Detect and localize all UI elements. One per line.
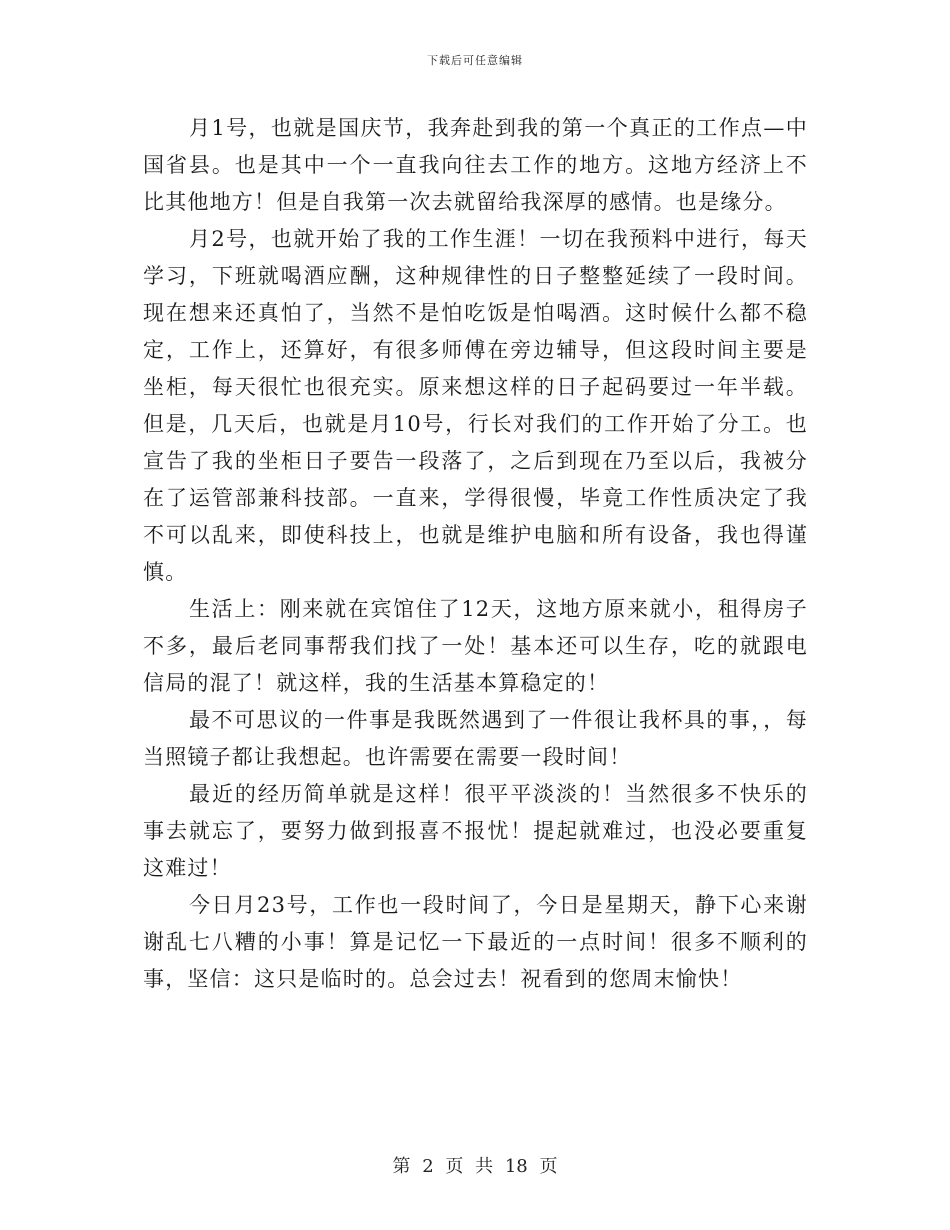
page-number-footer: 第 2 页 共 18 页: [392, 1156, 558, 1177]
paragraph-2: 月2号，也就开始了我的工作生涯！一切在我预料中进行，每天学习，下班就喝酒应酬，这种规律性的日子整整延续了一段时间。现在想来还真怕了，当然不是怕吃饭是怕喝酒。这时候什么都不稳定，工作上，还算好，有很多师傅在旁边辅导，但这段时间主要是坐柜，每天很忙也很充实。原来想这样的日子起码要过一年半载。但是，几天后，也就是月10号，行长对我们的工作开始了分工。也宣告了我的坐柜日子要告一段落了，之后到现在乃至以后，我被分在了运管部兼科技部。一直来，学得很慢，毕竟工作性质决定了我不可以乱来，即使科技上，也就是维护电脑和所有设备，我也得谨慎。: [143, 227, 808, 584]
page-header: 下载后可任意编辑: [427, 54, 523, 67]
paragraph-5: 最近的经历简单就是这样！很平平淡淡的！当然很多不快乐的事去就忘了，要努力做到报喜不报忧！提起就难过，也没必要重复这难过！: [143, 782, 808, 880]
paragraph-3: 生活上：刚来就在宾馆住了12天，这地方原来就小，租得房子不多，最后老同事帮我们找了一处！基本还可以生存，吃的就跟电信局的混了！就这样，我的生活基本算稳定的！: [143, 597, 808, 695]
paragraph-4: 最不可思议的一件事是我既然遇到了一件很让我杯具的事，，每当照镜子都让我想起。也许需要在需要一段时间！: [143, 708, 808, 769]
document-body: [143, 110, 808, 998]
paragraph-6: 今日月23号，工作也一段时间了，今日是星期天，静下心来谢谢乱七八糟的小事！算是记忆一下最近的一点时间！很多不顺利的事，坚信：这只是临时的。总会过去！祝看到的您周末愉快！: [143, 893, 808, 991]
paragraph-1: 月1号，也就是国庆节，我奔赴到我的第一个真正的工作点—中国省县。也是其中一个一直我向往去工作的地方。这地方经济上不比其他地方！但是自我第一次去就留给我深厚的感情。也是缘分。: [143, 116, 808, 214]
